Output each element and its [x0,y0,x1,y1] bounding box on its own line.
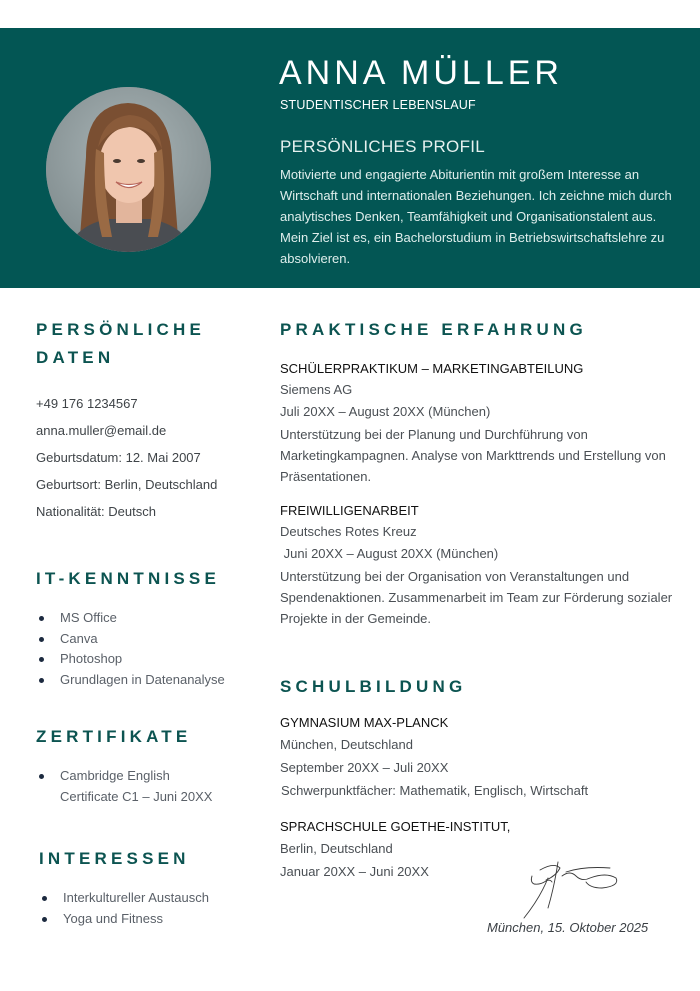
candidate-name: ANNA MÜLLER [279,54,563,92]
document-subtitle: STUDENTISCHER LEBENSLAUF [280,98,476,112]
list-item: Interkultureller Austausch [39,888,246,909]
entry-period: Juni 20XX – August 20XX (München) [280,546,499,561]
personal-data-section [36,316,246,525]
birth-date: Geburtsdatum: 12. Mai 2007 [36,450,201,465]
birth-place: Geburtsort: Berlin, Deutschland [36,477,218,492]
entry-location: München, Deutschland [280,737,413,752]
certificates-section [36,723,246,807]
list-item: Yoga und Fitness [39,909,246,930]
entry-organization: Siemens AG [280,382,353,397]
list-item: Grundlagen in Datenanalyse [36,670,246,691]
entry-title: SCHÜLERPRAKTIKUM – MARKETINGABTEILUNG [280,361,584,376]
phone-number: +49 176 1234567 [36,396,138,411]
experience-section [280,316,675,629]
list-item: Photoshop [36,649,246,670]
it-skills-section [36,565,246,690]
entry-title: GYMNASIUM MAX-PLANCK [280,715,449,730]
profile-photo [46,87,211,252]
list-item [36,766,246,807]
entry-organization: Deutsches Rotes Kreuz [280,524,417,539]
entry-title: SPRACHSCHULE GOETHE-INSTITUT, [280,819,511,834]
entry-description: Unterstützung bei der Organisation von Veranstaltungen und Spendenaktionen. Zusammenarbeit im Team zur Förderung sozialer Projekte in der Gemeinde. [280,569,673,626]
entry-period: Januar 20XX – Juni 20XX [280,864,429,879]
experience-entry [280,501,675,629]
list-item: MS Office [36,608,246,629]
certificate-name-line2: Certificate C1 [60,788,139,804]
section-title-personal-data [36,316,246,372]
experience-entry [280,359,675,487]
interests-list [39,888,246,929]
section-title-experience: PRAKTISCHE ERFAHRUNG [280,320,587,339]
section-title-line: PERSÖNLICHE [36,320,205,339]
entry-location: Berlin, Deutschland [280,841,393,856]
right-column [280,316,675,883]
list-item: Canva [36,629,246,650]
email-address: anna.muller@email.de [36,423,167,438]
certificate-name-line1: Cambridge English [60,768,170,783]
left-column [36,316,246,929]
entry-focus: Schwerpunktfächer: Mathematik, Englisch, Wirtschaft [281,783,589,798]
profile-heading: PERSÖNLICHES PROFIL [280,137,486,156]
section-title-line: DATEN [36,348,115,367]
personal-info-list [36,390,246,525]
entry-description: Unterstützung bei der Planung und Durchführung von Marketingkampagnen. Analyse von Markttrends und Erstellung von Präsentationen. [280,427,666,484]
section-title-certificates: ZERTIFIKATE [36,727,192,746]
section-title-interests: INTERESSEN [39,849,190,868]
it-skills-list [36,608,246,690]
section-title-it-skills: IT-KENNTNISSE [36,569,221,588]
interests-section [39,845,246,929]
signature-icon [510,858,630,920]
nationality: Nationalität: Deutsch [36,504,156,519]
entry-title: FREIWILLIGENARBEIT [280,503,419,518]
education-section [280,673,675,883]
section-title-education: SCHULBILDUNG [280,677,467,696]
portrait-photo-icon [46,87,211,252]
entry-period: Juli 20XX – August 20XX (München) [280,404,491,419]
place-and-date: München, 15. Oktober 2025 [487,920,649,935]
education-entry [280,713,675,803]
profile-text: Motivierte und engagierte Abiturientin mit großem Interesse an Wirtschaft und internationalen Beziehungen. Ich zeichne mich durch analytisches Denken, Teamfähigkeit und Organisationstalent aus. Mein Ziel ist es, ein Bachelorstudium in Betriebswirtschaftslehre zu absolvieren. [280,167,672,266]
certificate-date: – Juni 20XX [138,788,213,804]
certificates-list [36,766,246,807]
entry-period: September 20XX – Juli 20XX [280,760,449,775]
